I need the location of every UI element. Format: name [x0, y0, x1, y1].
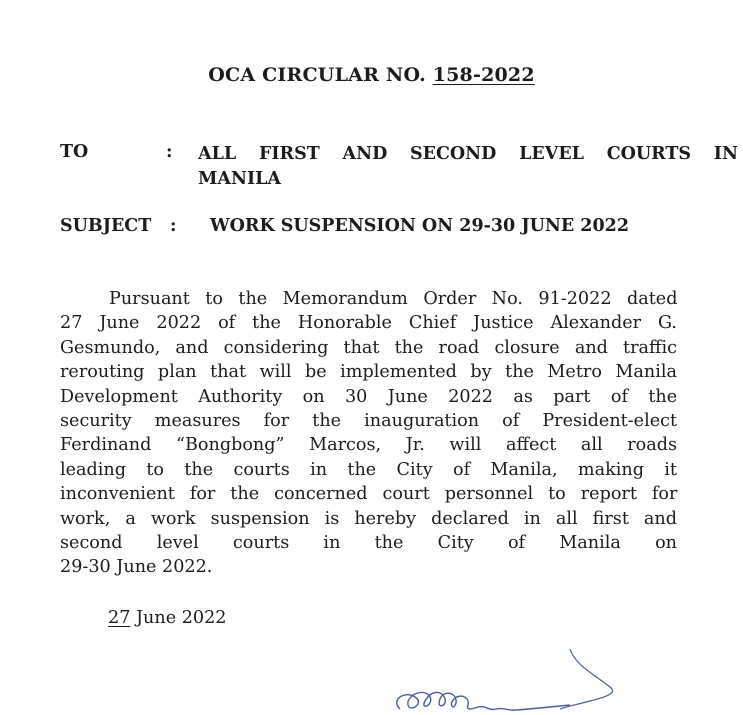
issue-date-day: 27 — [108, 608, 131, 628]
body-line: Pursuant to the Memorandum Order No. 91-2022 dated — [109, 289, 678, 309]
body-line: Gesmundo, and considering that the road closure and traffic — [60, 337, 677, 358]
body-line: 29-30 June 2022. — [60, 557, 213, 578]
subject-value: WORK SUSPENSION ON 29-30 JUNE 2022 — [210, 216, 630, 236]
to-value-line-2: MANILA — [198, 169, 282, 189]
signature — [370, 645, 630, 715]
body-line: Ferdinand “Bongbong” Marcos, Jr. will affect all roads — [60, 435, 677, 456]
to-label: TO — [60, 142, 89, 162]
body-line: leading to the courts in the City of Manila, making it — [60, 459, 677, 480]
to-value — [198, 142, 738, 192]
body-line: work, a work suspension is hereby declared in all first and — [60, 508, 677, 529]
body-line: 27 June 2022 of the Honorable Chief Justice Alexander G. — [60, 313, 677, 334]
subject-colon: : — [170, 216, 177, 236]
body-line: rerouting plan that will be implemented by the Metro Manila — [60, 362, 677, 383]
body-line: second level courts in the City of Manila on — [60, 532, 677, 553]
body-line: security measures for the inauguration of President-elect — [60, 410, 678, 431]
body-paragraph — [60, 287, 677, 580]
to-value-line-1: ALL FIRST AND SECOND LEVEL COURTS IN — [198, 144, 738, 164]
issue-date — [108, 608, 226, 628]
circular-title-prefix: OCA CIRCULAR NO. — [208, 64, 433, 86]
signature-stroke-flourish — [560, 649, 613, 709]
issue-date-month-year: June 2022 — [130, 608, 227, 628]
signature-stroke-main — [397, 692, 570, 710]
to-colon: : — [166, 142, 173, 162]
body-line: Development Authority on 30 June 2022 as part of the — [60, 386, 678, 407]
body-line: inconvenient for the concerned court personnel to report for — [60, 484, 678, 505]
subject-label: SUBJECT — [60, 216, 152, 236]
circular-number: 158-2022 — [432, 64, 535, 86]
circular-title — [0, 64, 743, 86]
